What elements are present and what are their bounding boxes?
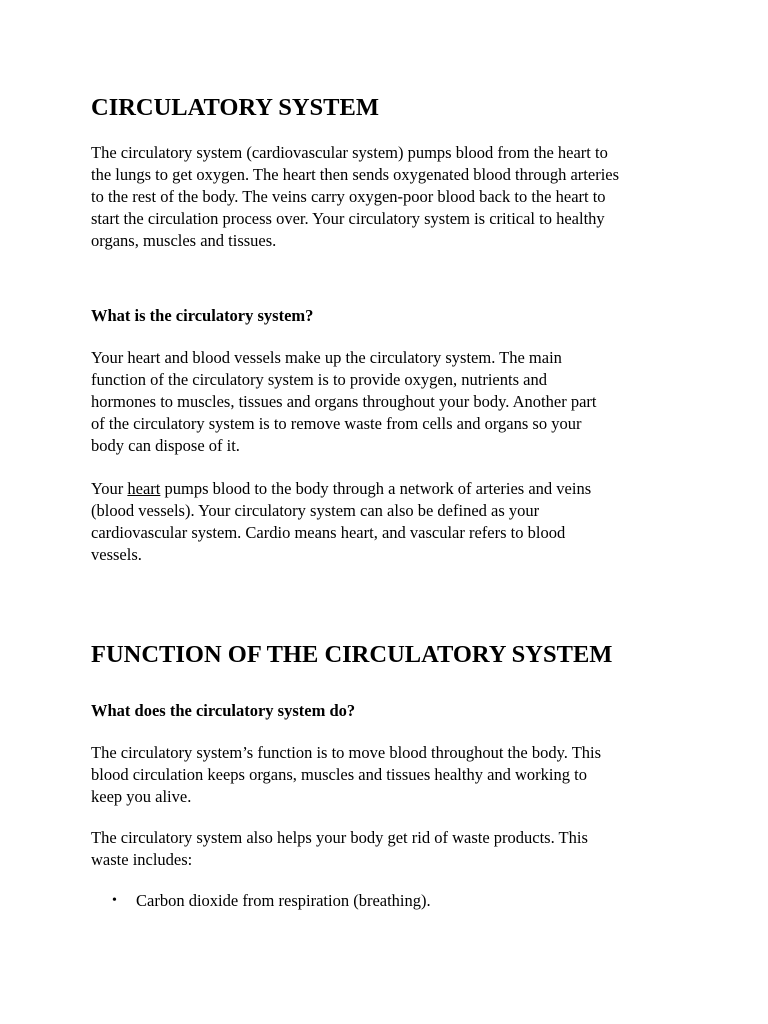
paragraph-line: cardiovascular system. Cardio means heart, and vascular refers to blood: [91, 523, 566, 542]
paragraph-line: [91, 478, 681, 500]
list-item: [91, 890, 681, 912]
intro-line: The circulatory system (cardiovascular system) pumps blood from the heart to: [91, 143, 608, 162]
paragraph-line: The circulatory system also helps your body get rid of waste products. This: [91, 828, 588, 847]
paragraph-line: body can dispose of it.: [91, 436, 240, 455]
function-paragraph-2: [91, 827, 681, 871]
text-prefix: Your: [91, 479, 128, 498]
intro-paragraph: [91, 142, 681, 252]
what-is-paragraph-1: [91, 347, 681, 457]
paragraph-line: keep you alive.: [91, 787, 192, 806]
paragraph-line: Your heart and blood vessels make up the circulatory system. The main: [91, 348, 562, 367]
bullet-dot-icon: •: [112, 893, 117, 908]
subheading-what-does: What does the circulatory system do?: [91, 701, 356, 720]
intro-line: start the circulation process over. Your circulatory system is critical to healthy: [91, 209, 605, 228]
intro-line: to the rest of the body. The veins carry oxygen-poor blood back to the heart to: [91, 187, 606, 206]
paragraph-line: (blood vessels). Your circulatory system can also be defined as your: [91, 501, 540, 520]
list-item-text: Carbon dioxide from respiration (breathing).: [136, 891, 431, 910]
subheading-what-is: What is the circulatory system?: [91, 306, 314, 325]
intro-line: the lungs to get oxygen. The heart then sends oxygenated blood through arteries: [91, 165, 620, 184]
paragraph-line: hormones to muscles, tissues and organs throughout your body. Another part: [91, 392, 597, 411]
intro-line: organs, muscles and tissues.: [91, 231, 277, 250]
heart-link[interactable]: heart: [127, 479, 161, 498]
function-paragraph-1: [91, 742, 681, 808]
paragraph-line: of the circulatory system is to remove waste from cells and organs so your: [91, 414, 582, 433]
what-is-paragraph-2: [91, 478, 681, 566]
waste-bullet-list: [91, 890, 681, 912]
paragraph-line: waste includes:: [91, 850, 193, 869]
section-title-function: FUNCTION OF THE CIRCULATORY SYSTEM: [91, 641, 613, 668]
paragraph-line: vessels.: [91, 545, 142, 564]
section-title-circulatory-system: CIRCULATORY SYSTEM: [91, 94, 379, 121]
paragraph-line: blood circulation keeps organs, muscles and tissues healthy and working to: [91, 765, 587, 784]
text-suffix: pumps blood to the body through a network of arteries and veins: [160, 479, 592, 498]
paragraph-line: The circulatory system’s function is to move blood throughout the body. This: [91, 743, 602, 762]
paragraph-line: function of the circulatory system is to provide oxygen, nutrients and: [91, 370, 547, 389]
